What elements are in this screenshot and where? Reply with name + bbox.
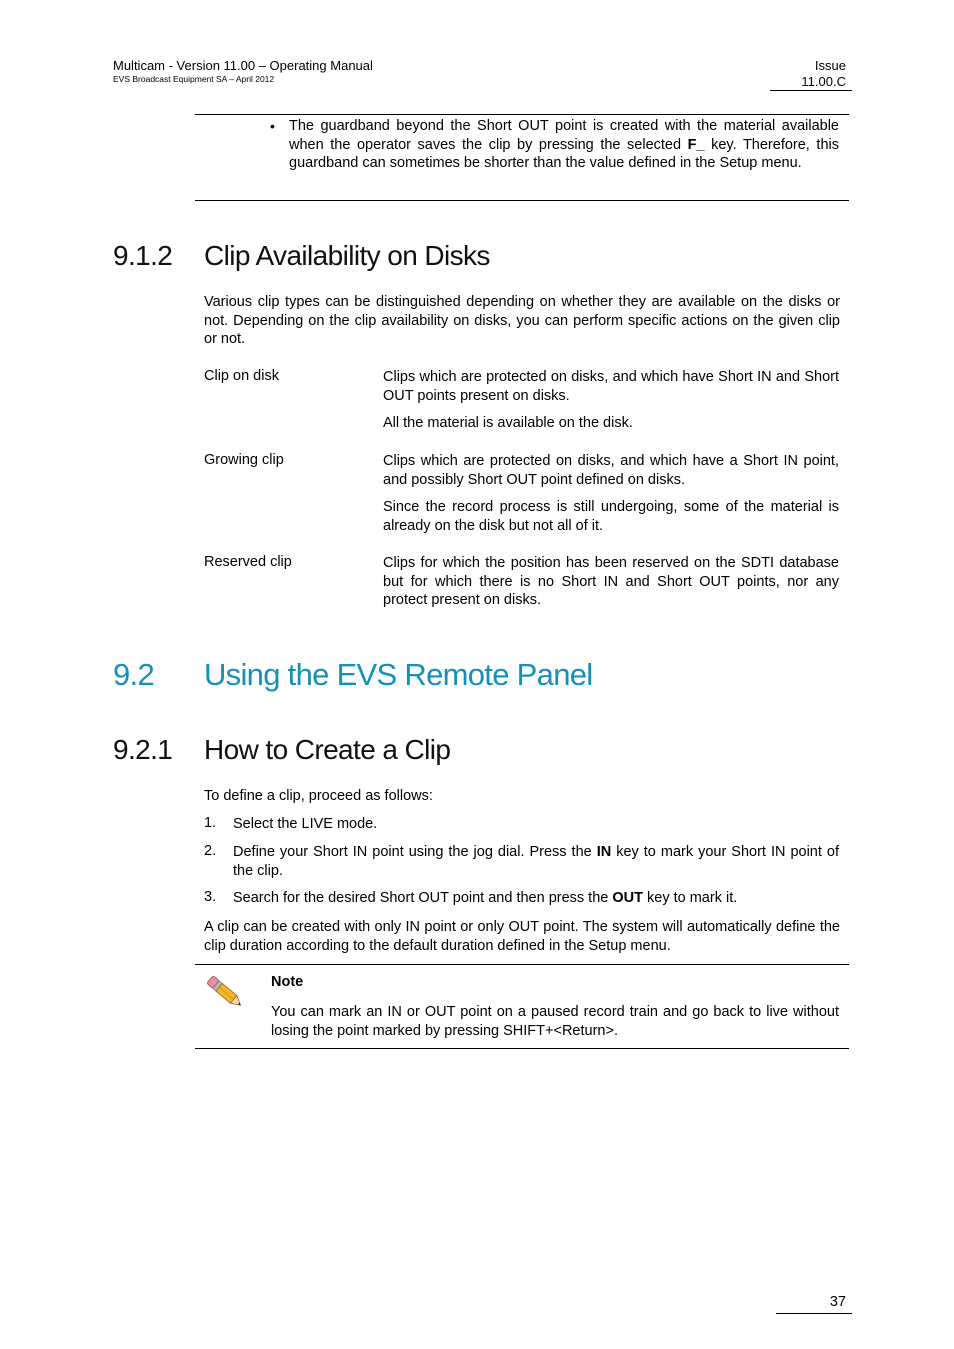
note-text: You can mark an IN or OUT point on a paused record train and go back to live without losing the point marked by pressing SHIFT+<Return>.	[271, 1004, 839, 1039]
document-title: Multicam - Version 11.00 – Operating Manual	[113, 58, 373, 73]
heading-9-1-2	[113, 240, 813, 276]
term-reserved-clip: Reserved clip	[204, 554, 292, 570]
box-top-rule	[195, 114, 849, 115]
key-in: IN	[596, 844, 612, 860]
def-clip-on-disk-1: Clips which are protected on disks, and which have Short IN and Short OUT points present on disks.	[383, 369, 839, 404]
heading-number: 9.2.1	[113, 734, 173, 765]
term-growing-clip: Growing clip	[204, 452, 284, 468]
def-clip-on-disk-2: All the material is available on the disk.	[383, 415, 633, 431]
document-company-date: EVS Broadcast Equipment SA – April 2012	[113, 74, 275, 84]
box-bottom-rule	[195, 200, 849, 201]
pencil-icon	[204, 972, 248, 1014]
bullet-icon: •	[270, 118, 275, 134]
issue-label: Issue	[814, 58, 846, 73]
heading-title: How to Create a Clip	[204, 734, 451, 765]
create-clip-closing: A clip can be created with only IN point or only OUT point. The system will automatically define the clip duration according to the default duration defined in the Setup menu.	[204, 919, 840, 954]
step-number: 1.	[204, 815, 217, 831]
create-clip-intro: To define a clip, proceed as follows:	[204, 788, 433, 804]
key-f: F_	[687, 136, 705, 153]
def-growing-clip-2: Since the record process is still undergoing, some of the material is already on the disk but not all of it.	[383, 499, 839, 534]
step-number: 3.	[204, 889, 217, 905]
heading-9-2	[113, 657, 813, 697]
availability-intro: Various clip types can be distinguished depending on whether they are available on the disks or not. Depending on the clip availability on disks, you can perform specific actions on the given clip or not.	[204, 294, 840, 347]
step-2-text: Define your Short IN point using the jog dial. Press the IN key to mark your Short IN point of the clip.	[233, 844, 839, 879]
note-top-rule	[195, 964, 849, 965]
step-3-text: Search for the desired Short OUT point and then press the OUT key to mark it.	[233, 890, 738, 906]
header-divider	[770, 90, 852, 91]
footer-divider	[776, 1313, 852, 1314]
term-clip-on-disk: Clip on disk	[204, 368, 279, 384]
page-number: 37	[829, 1294, 846, 1310]
heading-title: Clip Availability on Disks	[204, 240, 490, 271]
def-reserved-clip: Clips for which the position has been reserved on the SDTI database but for which there is no Short IN and Short OUT points, nor any protect present on disks.	[383, 555, 839, 608]
note-title: Note	[271, 974, 304, 990]
step-number: 2.	[204, 843, 217, 859]
guardband-bullet: The guardband beyond the Short OUT point is created with the material available when the operator saves the clip by pressing the selected F_ key. Therefore, this guardband can sometimes be shorter than the value defined in the Setup menu.	[289, 118, 839, 171]
heading-9-2-1	[113, 734, 813, 770]
def-growing-clip-1: Clips which are protected on disks, and which have a Short IN point, and possibly Short OUT point defined on disks.	[383, 453, 839, 488]
heading-title: Using the EVS Remote Panel	[204, 657, 593, 692]
note-bottom-rule	[195, 1048, 849, 1049]
heading-number: 9.1.2	[113, 240, 173, 271]
key-out: OUT	[612, 890, 643, 906]
heading-number: 9.2	[113, 657, 154, 692]
step-1-text: Select the LIVE mode.	[233, 816, 378, 832]
issue-value: 11.00.C	[801, 74, 846, 89]
